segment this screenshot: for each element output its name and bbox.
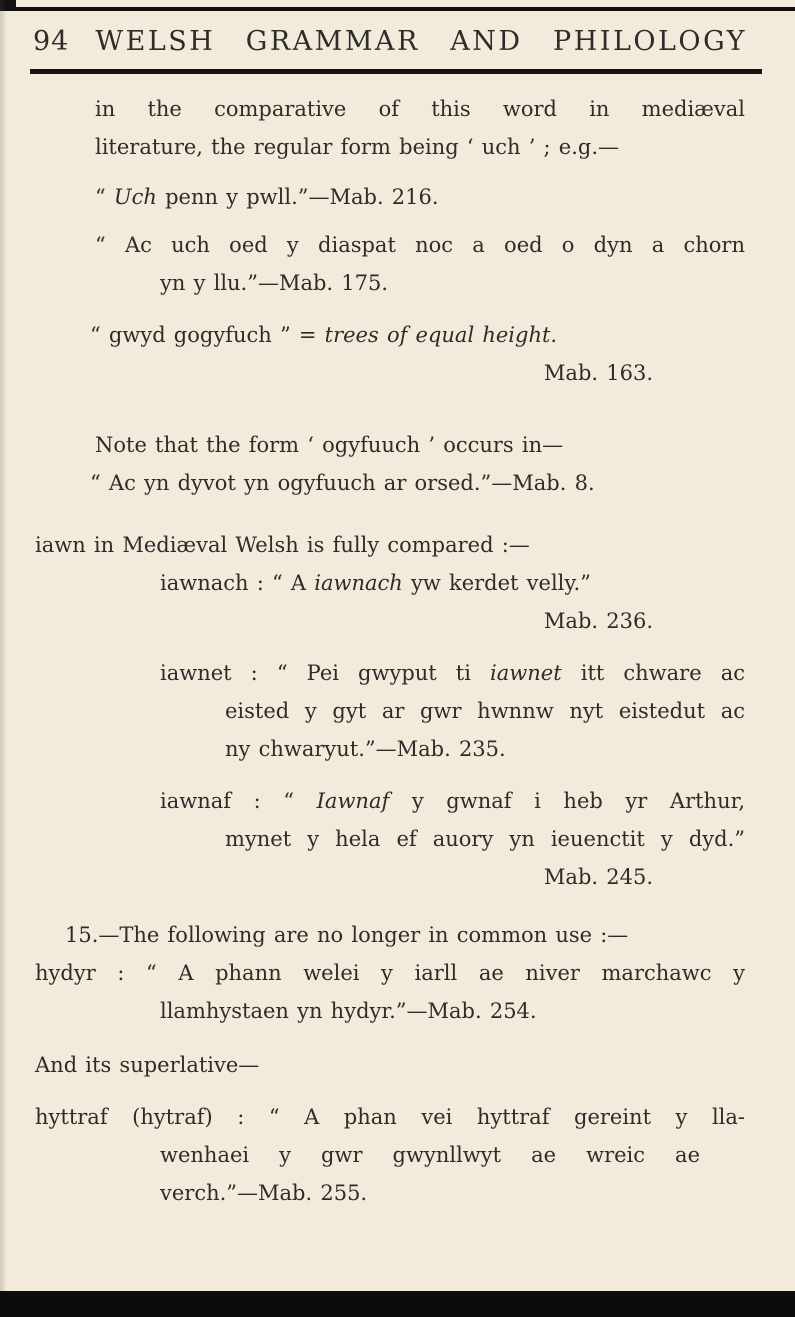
entry-line: verch.”—Mab. 255. bbox=[160, 1181, 368, 1205]
citation-line: Mab. 245. bbox=[543, 865, 653, 889]
text-line: 15.—The following are no longer in common use :— bbox=[65, 923, 629, 947]
running-head bbox=[33, 26, 747, 57]
quote-text: “ gwyd gogyfuch ” = bbox=[90, 323, 325, 347]
entry-text: y gwnaf i heb yr Arthur, bbox=[389, 789, 745, 813]
quote-line: “ Ac uch oed y diaspat noc a oed o dyn a chorn bbox=[95, 233, 745, 257]
paragraph-iawn bbox=[35, 526, 745, 640]
quote-line bbox=[90, 316, 745, 354]
entry-line bbox=[160, 654, 745, 692]
entry-line: ny chwaryut.”—Mab. 235. bbox=[225, 737, 506, 761]
text-line: And its superlative— bbox=[35, 1053, 260, 1077]
paragraph-intro bbox=[35, 90, 745, 166]
quote-uch-1 bbox=[35, 178, 745, 216]
entry-line: hyttraf (hytraf) : “ A phan vei hyttraf gereint y lla- bbox=[35, 1105, 745, 1129]
quote-line: yn y llu.”—Mab. 175. bbox=[160, 271, 389, 295]
quote-line: “ Ac yn dyvot yn ogyfuuch ar orsed.”—Mab. 8. bbox=[90, 471, 595, 495]
scan-top-edge bbox=[0, 7, 795, 11]
text-line: in the comparative of this word in mediæval bbox=[95, 97, 745, 121]
page-title: WELSH GRAMMAR AND PHILOLOGY bbox=[95, 26, 747, 57]
page-header bbox=[0, 26, 795, 74]
paragraph-section-15 bbox=[35, 916, 745, 1030]
quote-italic: Uch bbox=[113, 185, 157, 209]
entry-line bbox=[160, 564, 745, 602]
entry-text: itt chware ac bbox=[561, 661, 746, 685]
quote-uch-2 bbox=[35, 226, 745, 302]
header-rule bbox=[30, 69, 762, 74]
citation-line: Mab. 163. bbox=[543, 361, 653, 385]
text-line: Note that the form ‘ ogyfuuch ’ occurs in— bbox=[95, 433, 564, 457]
entry-italic: iawnach bbox=[314, 571, 403, 595]
entry-text: iawnach : “ A bbox=[160, 571, 315, 595]
text-line: literature, the regular form being ‘ uch ’ ; e.g.— bbox=[95, 135, 620, 159]
quote-text: “ bbox=[95, 185, 114, 209]
quote-gwyd bbox=[35, 316, 745, 392]
entry-line: mynet y hela ef auory yn ieuenctit y dyd.” bbox=[225, 827, 745, 851]
entry-line: llamhystaen yn hydyr.”—Mab. 254. bbox=[160, 999, 537, 1023]
quote-italic: trees of equal height. bbox=[324, 323, 558, 347]
entry-text: yw kerdet velly.” bbox=[402, 571, 591, 595]
entry-line bbox=[160, 782, 745, 820]
quote-text: penn y pwll.”—Mab. 216. bbox=[156, 185, 439, 209]
scan-bottom-edge bbox=[0, 1291, 795, 1317]
entry-italic: Iawnaf bbox=[316, 789, 390, 813]
quote-line bbox=[95, 178, 745, 216]
paragraph-note bbox=[35, 426, 745, 502]
page-number: 94 bbox=[33, 26, 70, 57]
entry-line: hydyr : “ A phann welei y iarll ae niver marchawc y bbox=[35, 961, 745, 985]
page-body bbox=[0, 90, 795, 1212]
entry-line: eisted y gyt ar gwr hwnnw nyt eistedut ac bbox=[225, 699, 745, 723]
entry-hyttraf bbox=[35, 1098, 745, 1212]
entry-text: iawnet : “ Pei gwyput ti bbox=[160, 661, 491, 685]
entry-text: iawnaf : “ bbox=[160, 789, 317, 813]
entry-iawnet bbox=[35, 654, 745, 768]
entry-iawnaf bbox=[35, 782, 745, 896]
entry-italic: iawnet bbox=[490, 661, 562, 685]
citation-line: Mab. 236. bbox=[543, 609, 653, 633]
entry-line: wenhaei y gwr gwynllwyt ae wreic ae bbox=[160, 1143, 700, 1167]
text-line: iawn in Mediæval Welsh is fully compared :— bbox=[35, 533, 530, 557]
paragraph-superlative bbox=[35, 1046, 745, 1084]
